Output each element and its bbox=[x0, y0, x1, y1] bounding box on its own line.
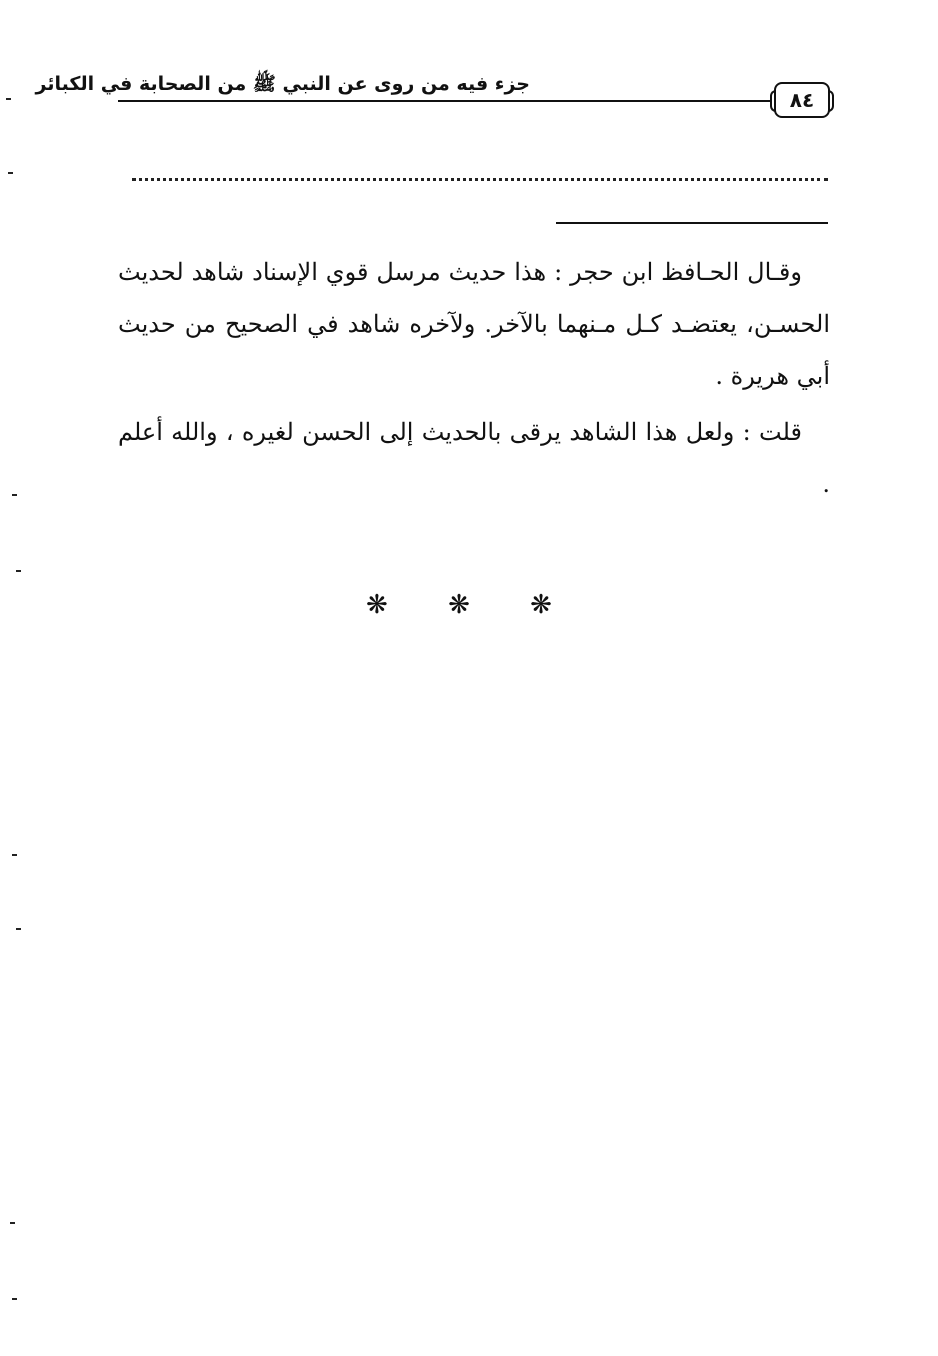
star-icon: ❋ bbox=[448, 590, 490, 620]
paragraph-ibn-hajar: وقـال الحـافظ ابن حجر : هذا حديث مرسل قوي الإسناد شاهد لحديث الحسـن، يعتضـد كـل مـنهما بالآخر. ولآخره شاهد في الصحيح من حديث أبي هريرة . bbox=[118, 258, 830, 390]
scan-speck bbox=[12, 854, 17, 856]
scan-speck bbox=[16, 570, 21, 572]
running-title: جزء فيه من روى عن النبي ﷺ من الصحابة في الكبائر bbox=[35, 73, 530, 95]
scan-speck bbox=[12, 1298, 17, 1300]
scan-speck bbox=[8, 172, 13, 174]
scan-speck bbox=[10, 1222, 15, 1224]
scan-speck bbox=[12, 494, 17, 496]
star-icon: ❋ bbox=[366, 590, 408, 620]
section-end-ornament bbox=[0, 590, 938, 620]
star-icon: ❋ bbox=[530, 590, 572, 620]
header-rule bbox=[118, 100, 770, 102]
footnote-separator bbox=[556, 222, 828, 224]
scan-speck bbox=[6, 98, 11, 100]
paragraph-conclusion: قلت : ولعل هذا الشاهد يرقى بالحديث إلى الحسن لغيره ، والله أعلم . bbox=[118, 418, 830, 498]
page-header bbox=[35, 66, 830, 126]
main-text bbox=[118, 246, 830, 510]
dotted-line-divider bbox=[132, 178, 828, 181]
page-number: ٨٤ bbox=[774, 82, 830, 118]
scan-speck bbox=[16, 928, 21, 930]
